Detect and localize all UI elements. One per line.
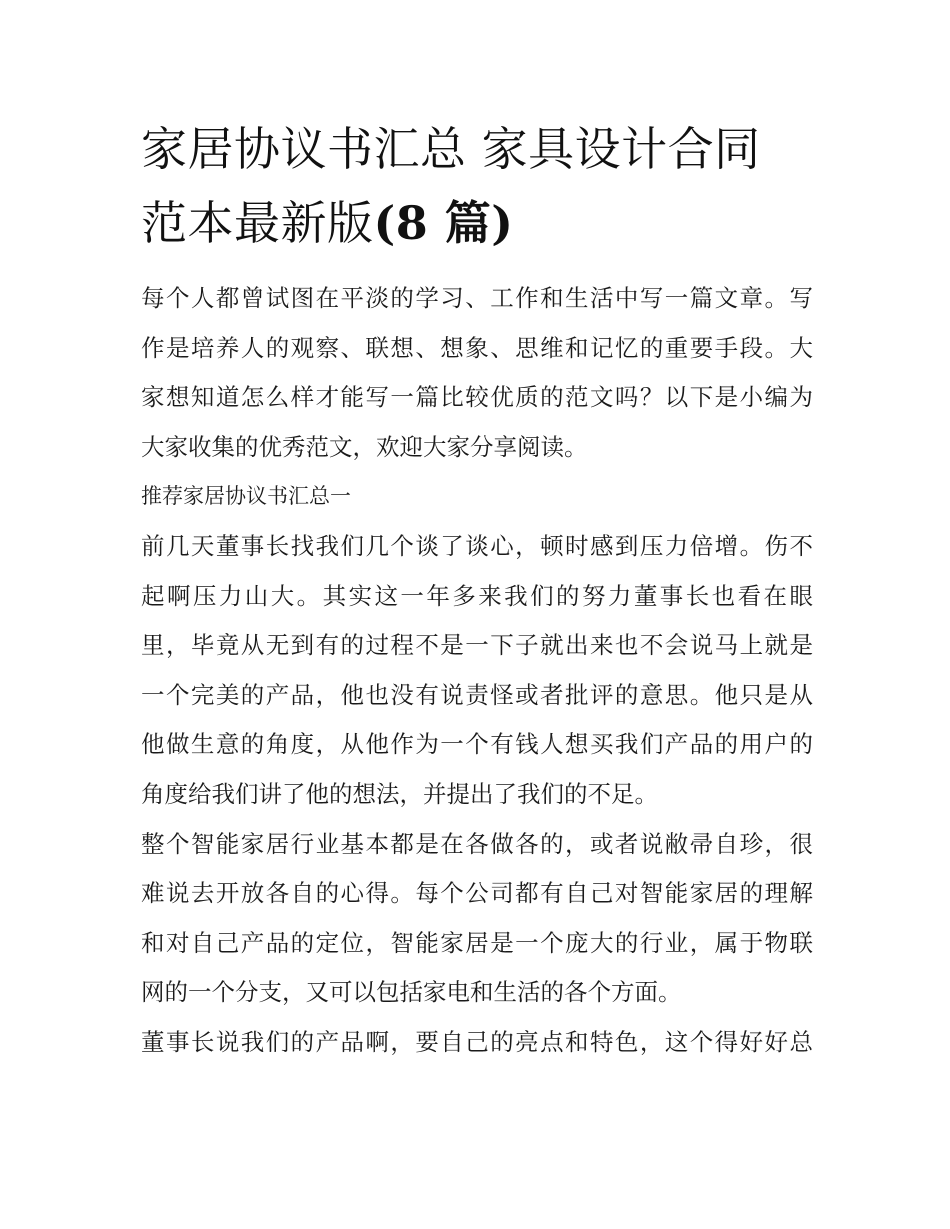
title-line-2-prefix: 范本最新版	[141, 196, 374, 250]
title-line-2	[141, 186, 813, 260]
paragraph-line: 董事长说我们的产品啊，要自己的亮点和特色，这个得好好总	[141, 1027, 813, 1056]
title-line-2-suffix: (8 篇)	[373, 196, 514, 250]
paragraph-line: 他做生意的角度，从他作为一个有钱人想买我们产品的用户的	[141, 730, 813, 759]
paragraph-line: 整个智能家居行业基本都是在各做各的，或者说敝帚自珍，很	[141, 829, 813, 858]
document-content	[141, 112, 813, 1068]
paragraph-line: 起啊压力山大。其实这一年多来我们的努力董事长也看在眼	[141, 581, 813, 610]
intro-line: 每个人都曾试图在平淡的学习、工作和生活中写一篇文章。写	[141, 284, 813, 312]
paragraph-line: 网的一个分支，又可以包括家电和生活的各个方面。	[141, 978, 682, 1007]
section-heading: 推荐家居协议书汇总一	[141, 484, 351, 509]
intro-line: 大家收集的优秀范文，欢迎大家分享阅读。	[141, 432, 588, 461]
document-body	[141, 274, 813, 1068]
paragraph-line: 角度给我们讲了他的想法，并提出了我们的不足。	[141, 779, 658, 808]
intro-line: 家想知道怎么样才能写一篇比较优质的范文吗？以下是小编为	[141, 383, 813, 412]
paragraph-line: 里，毕竟从无到有的过程不是一下子就出来也不会说马上就是	[141, 631, 813, 660]
paragraph-2	[141, 820, 813, 1018]
paragraph-1	[141, 522, 813, 820]
paragraph-line: 难说去开放各自的心得。每个公司都有自己对智能家居的理解	[141, 879, 813, 908]
document-title	[141, 112, 813, 260]
paragraph-3	[141, 1018, 813, 1068]
paragraph-line: 和对自己产品的定位，智能家居是一个庞大的行业，属于物联	[141, 928, 813, 957]
title-line-1: 家居协议书汇总 家具设计合同	[141, 122, 761, 176]
paragraph-line: 前几天董事长找我们几个谈了谈心，顿时感到压力倍增。伤不	[141, 531, 813, 560]
paragraph-line: 一个完美的产品，他也没有说责怪或者批评的意思。他只是从	[141, 680, 813, 709]
intro-paragraph	[141, 274, 813, 472]
intro-line: 作是培养人的观察、联想、想象、思维和记忆的重要手段。大	[141, 333, 813, 362]
